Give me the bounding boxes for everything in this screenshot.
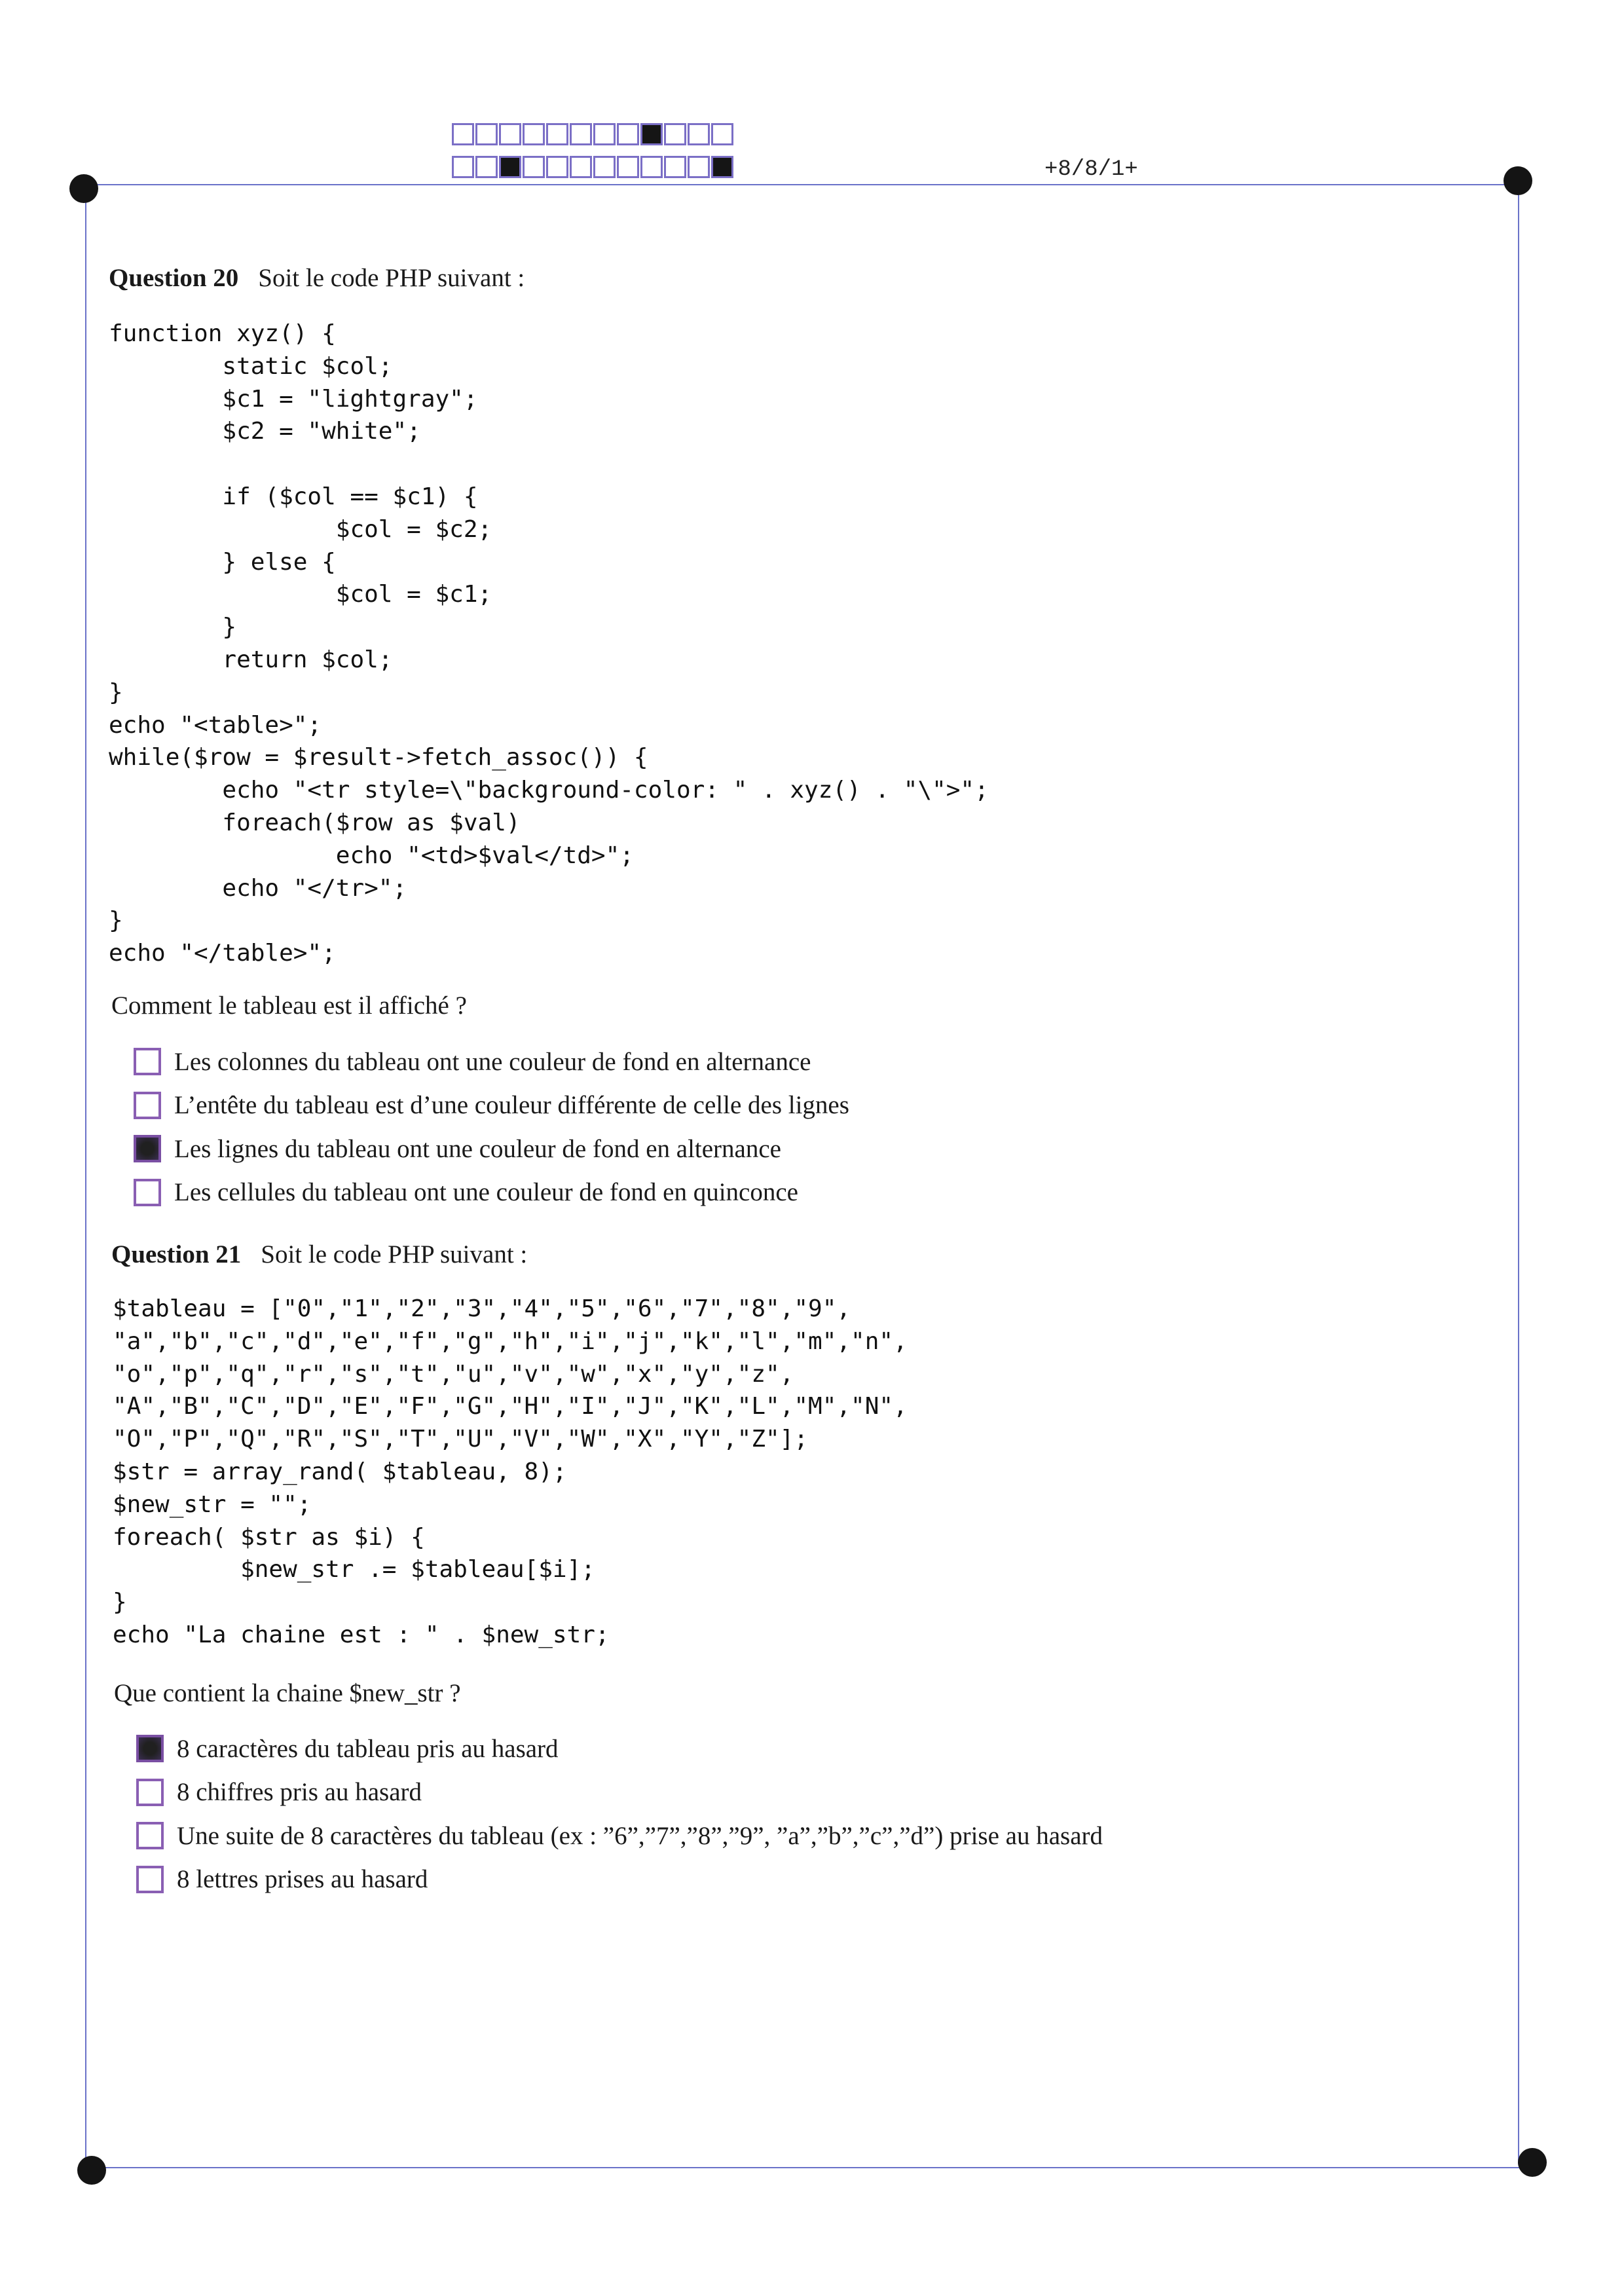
code-box: [664, 123, 686, 145]
question-21-heading: [111, 1240, 527, 1269]
corner-marker-bottom-right: [1518, 2148, 1547, 2177]
answer-label: 8 chiffres pris au hasard: [177, 1778, 422, 1807]
code-box: [640, 123, 663, 145]
answer-choice[interactable]: [136, 1727, 1103, 1771]
exam-code-row-1: [452, 123, 735, 145]
code-box: [570, 123, 592, 145]
code-box: [711, 156, 733, 178]
answer-choice[interactable]: [134, 1084, 849, 1128]
question-21-code: $tableau = ["0","1","2","3","4","5","6","7","8","9", "a","b","c","d","e","f","g","h","i","j","k","l","m","n", "o","p","q","r","s","t","u","v","w","x","y","z", "A","B","C","D","E","F","G","H","I","J","K","L","M","N", "O","P","Q","R","S","T","U","V","W","X","Y","Z"]; $str = array_rand( $tableau, 8); $new_str = ""; foreach( $str as $i) { $new_str .= $tableau[$i]; } echo "La chaine est : " . $new_str;: [113, 1295, 908, 1648]
question-20-code: function xyz() { static $col; $c1 = "lightgray"; $c2 = "white"; if ($col == $c1) { $col = $c2; } else { $col = $c1; } return $col; } echo "<table>"; while($row = $result->fetch_assoc()) { echo "<tr style=\"background-color: " . xyz() . "\">"; foreach($row as $val) echo "<td>$val</td>"; echo "</tr>"; } echo "</table>";: [109, 320, 989, 967]
code-box: [688, 123, 710, 145]
code-box: [546, 156, 568, 178]
exam-code-row-2: [452, 156, 735, 178]
code-box: [475, 156, 498, 178]
question-21-prompt: Que contient la chaine $new_str ?: [114, 1679, 461, 1707]
code-box: [452, 156, 474, 178]
question-20-prompt: Comment le tableau est il affiché ?: [111, 991, 467, 1020]
corner-marker-top-right: [1504, 166, 1532, 195]
frame-top-line: [84, 184, 1518, 185]
page-id: +8/8/1+: [1044, 157, 1138, 182]
question-21-choices: [136, 1727, 1103, 1901]
checkbox-unchecked[interactable]: [134, 1092, 161, 1119]
checkbox-unchecked[interactable]: [136, 1779, 164, 1806]
answer-choice[interactable]: [134, 1040, 849, 1084]
corner-marker-bottom-left: [77, 2156, 106, 2185]
code-box: [688, 156, 710, 178]
checkbox-unchecked[interactable]: [136, 1822, 164, 1849]
code-box: [640, 156, 663, 178]
question-21-intro: Soit le code PHP suivant :: [261, 1240, 528, 1268]
checkbox-unchecked[interactable]: [136, 1866, 164, 1893]
checkbox-checked[interactable]: [134, 1135, 161, 1162]
checkbox-checked[interactable]: [136, 1735, 164, 1762]
answer-label: Les colonnes du tableau ont une couleur de fond en alternance: [174, 1047, 811, 1076]
answer-label: Les lignes du tableau ont une couleur de fond en alternance: [174, 1134, 781, 1163]
code-box: [452, 123, 474, 145]
code-box: [570, 156, 592, 178]
frame-right-line: [1518, 183, 1519, 2164]
frame-bottom-line: [92, 2167, 1531, 2168]
code-box: [593, 123, 616, 145]
question-20-heading: [109, 263, 525, 293]
answer-choice[interactable]: [134, 1127, 849, 1171]
checkbox-unchecked[interactable]: [134, 1048, 161, 1075]
code-box: [499, 156, 521, 178]
code-box: [593, 156, 616, 178]
code-box: [523, 156, 545, 178]
answer-label: Les cellules du tableau ont une couleur de fond en quinconce: [174, 1178, 798, 1207]
frame-left-line: [85, 185, 86, 2170]
code-box: [523, 123, 545, 145]
answer-choice[interactable]: [136, 1771, 1103, 1815]
answer-choice[interactable]: [134, 1171, 849, 1215]
code-box: [475, 123, 498, 145]
question-21-number: Question 21: [111, 1240, 242, 1268]
answer-label: L’entête du tableau est d’une couleur différente de celle des lignes: [174, 1091, 849, 1120]
code-box: [617, 156, 639, 178]
question-20-number: Question 20: [109, 264, 239, 292]
code-box: [664, 156, 686, 178]
answer-choice[interactable]: [136, 1858, 1103, 1902]
code-box: [617, 123, 639, 145]
answer-label: Une suite de 8 caractères du tableau (ex : ”6”,”7”,”8”,”9”, ”a”,”b”,”c”,”d”) prise au hasard: [177, 1821, 1103, 1850]
code-box: [546, 123, 568, 145]
question-20-choices: [134, 1040, 849, 1214]
answer-label: 8 caractères du tableau pris au hasard: [177, 1734, 559, 1763]
answer-choice[interactable]: [136, 1814, 1103, 1858]
question-20-intro: Soit le code PHP suivant :: [258, 264, 525, 292]
corner-marker-top-left: [69, 174, 98, 203]
checkbox-unchecked[interactable]: [134, 1179, 161, 1206]
code-box: [711, 123, 733, 145]
code-box: [499, 123, 521, 145]
answer-label: 8 lettres prises au hasard: [177, 1865, 428, 1894]
